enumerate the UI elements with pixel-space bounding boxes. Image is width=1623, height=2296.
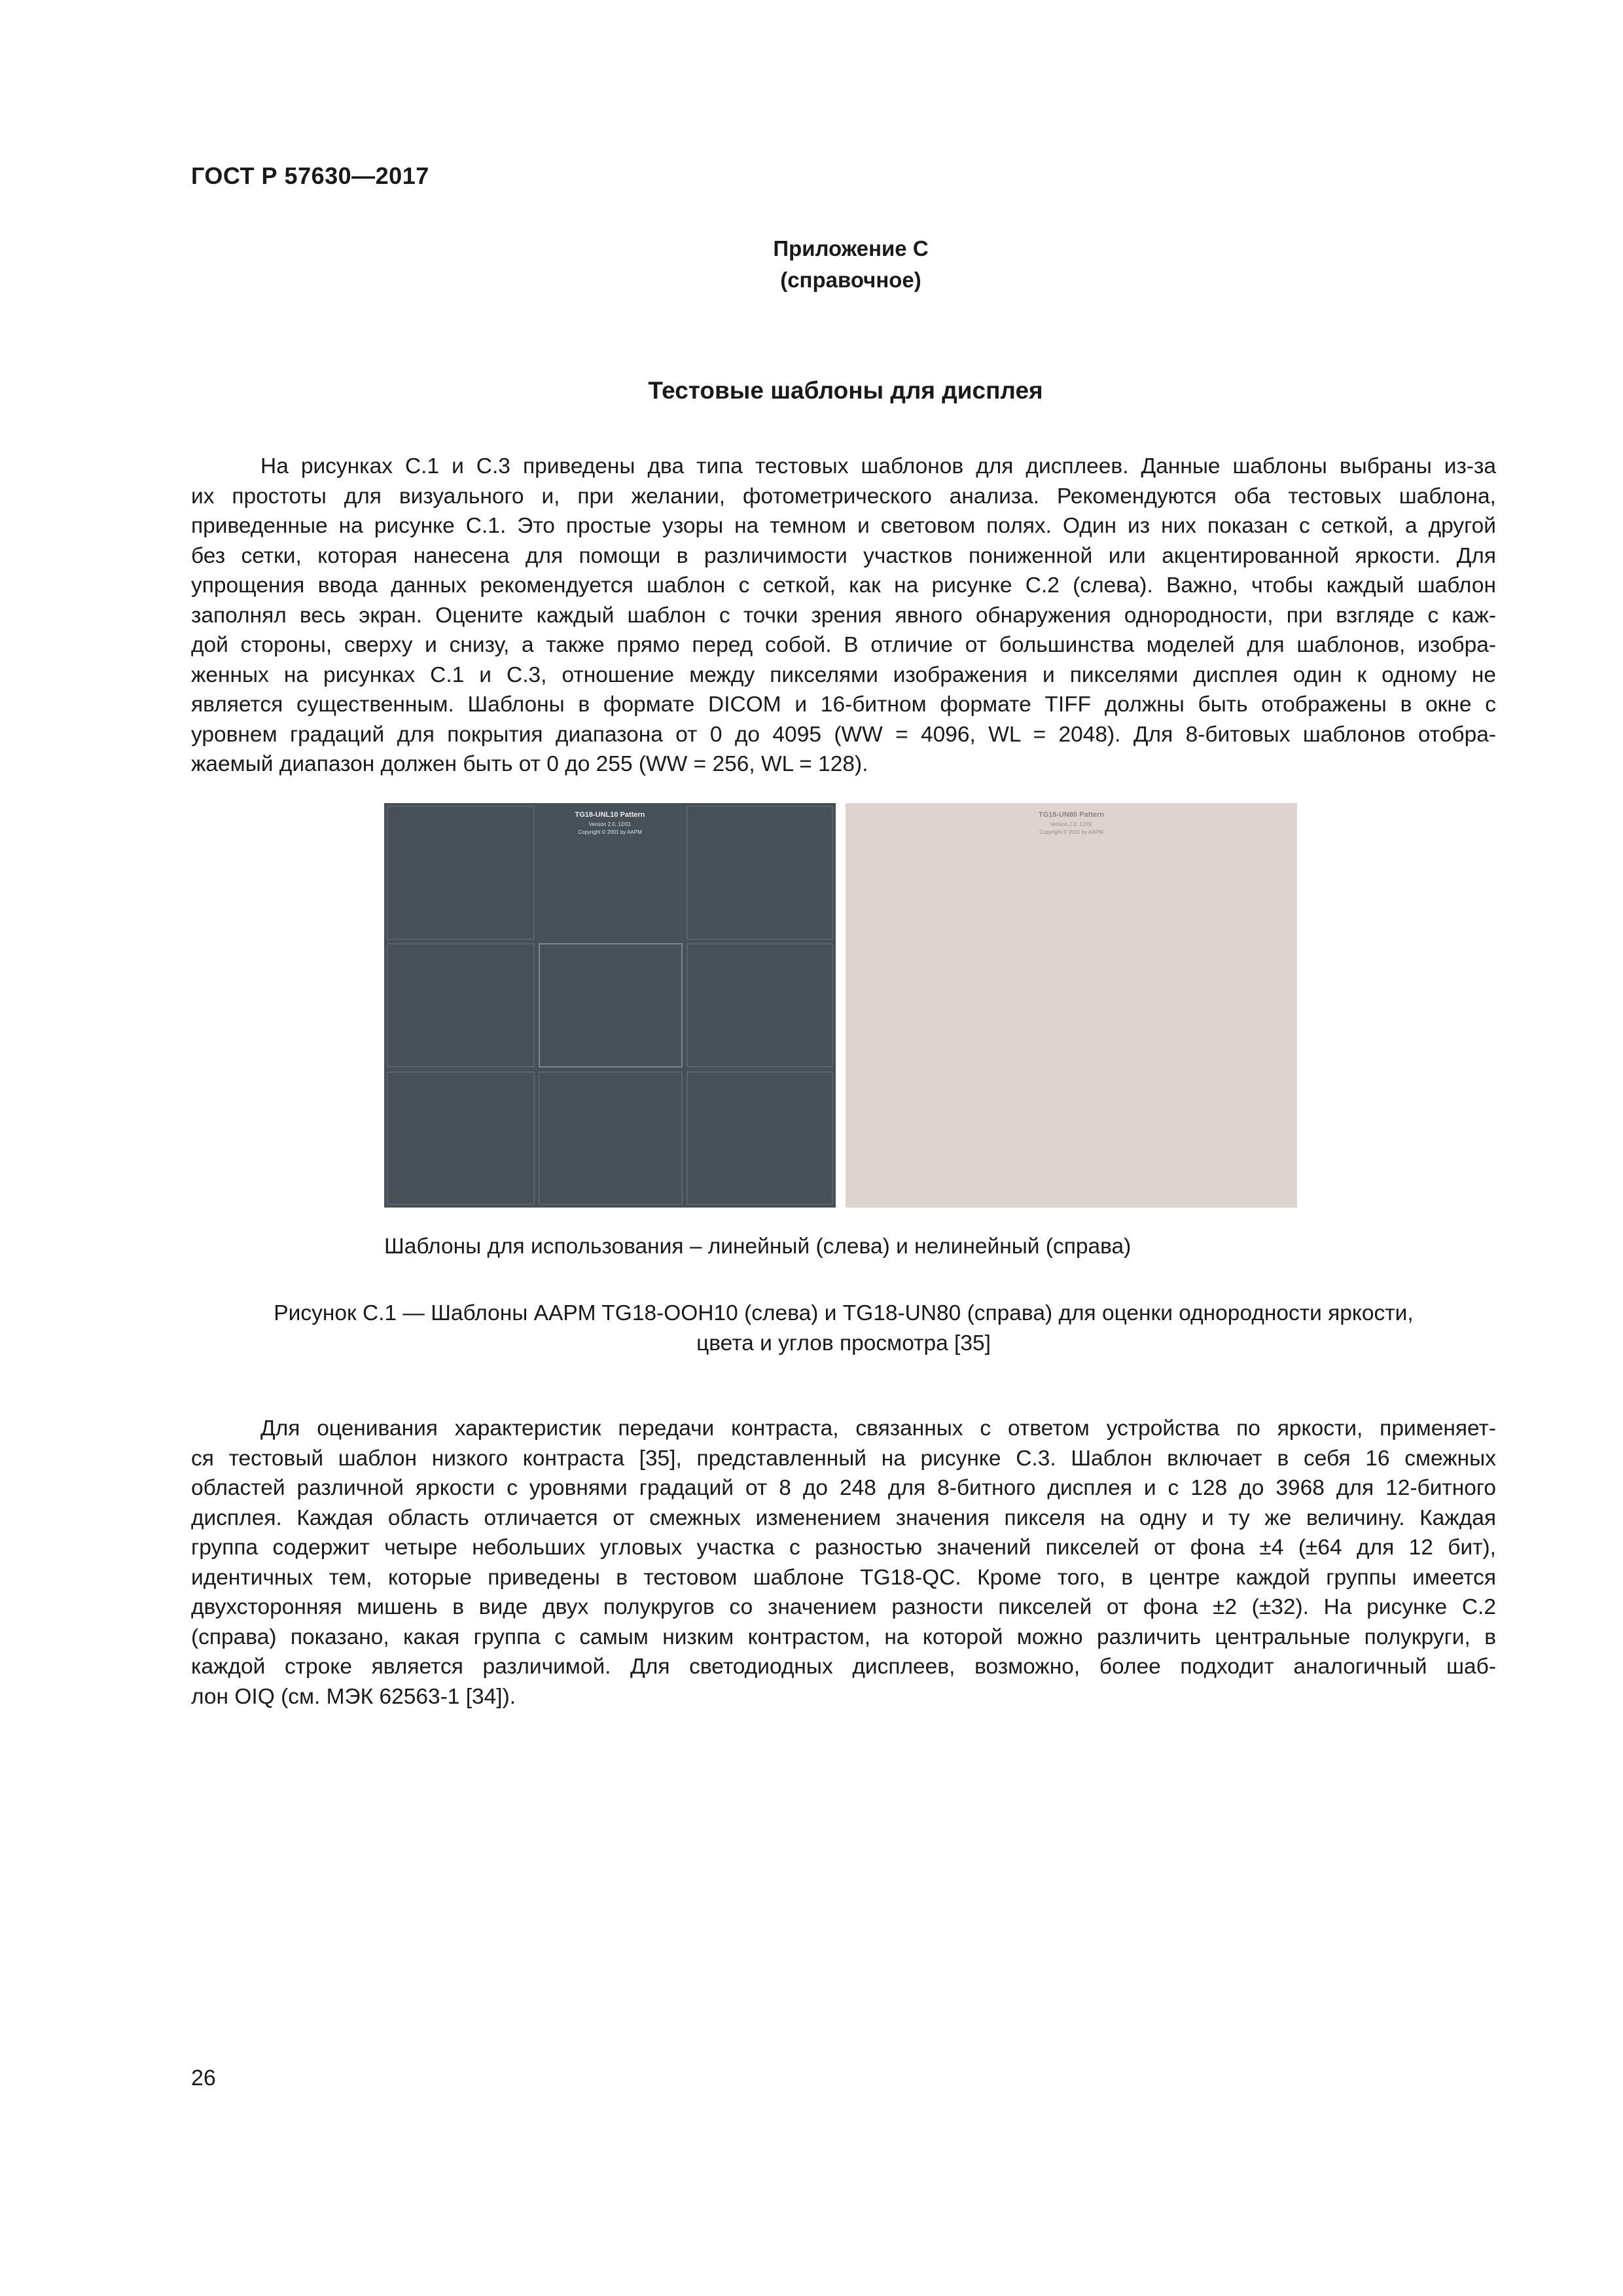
document-header: ГОСТ Р 57630—2017 (191, 162, 429, 189)
paragraph-line: (справа) показано, какая группа с самым низким контрастом, на которой можно различить центральные полукруги, в (191, 1624, 1496, 1649)
pattern-copyright: Copyright © 2001 by AAPM (578, 829, 642, 835)
paragraph-line: уровнем градаций для покрытия диапазона от 0 до 4095 (WW = 4096, WL = 2048). Для 8-битовых шаблонов отобра- (191, 722, 1496, 747)
figure-subcaption: Шаблоны для использования – линейный (слева) и нелинейный (справа) (384, 1234, 1132, 1259)
paragraph-line: их простоты для визуального и, при желании, фотометрического анализа. Рекомендуются оба тестовых шаблона, (191, 484, 1496, 509)
paragraph-line: каждой строке является различимой. Для светодиодных дисплеев, возможно, более подходит аналогичный шаб- (191, 1655, 1496, 1679)
paragraph-line: упрощения ввода данных рекомендуется шаблон с сеткой, как на рисунке С.2 (слева). Важно, чтобы каждый шаблон (191, 573, 1496, 598)
grid-tile-center (539, 943, 683, 1067)
caption-line: Рисунок С.1 — Шаблоны AAPM TG18-OOH10 (слева) и TG18-UN80 (справа) для оценки однородности яркости, (274, 1301, 1414, 1325)
pattern-title: TG18-UNL10 Pattern (575, 811, 645, 819)
paragraph-intro (191, 452, 1496, 780)
paragraph-line: Для оценивания характеристик передачи контраста, связанных с ответом устройства по яркости, применяет- (260, 1416, 1496, 1441)
paragraph-line: дисплея. Каждая область отличается от смежных изменением значения пикселя на одну и ту же величину. Каждая (191, 1505, 1496, 1530)
paragraph-line: лон OIQ (см. МЭК 62563-1 [34]). (191, 1684, 516, 1709)
section-title: Тестовые шаблоны для дисплея (648, 377, 1043, 404)
pattern-title: TG18-UN80 Pattern (1038, 811, 1105, 819)
paragraph-line: заполнял весь экран. Оцените каждый шаблон с точки зрения явного обнаружения однородности, при взгляде с каж- (191, 603, 1496, 628)
paragraph-line: ся тестовый шаблон низкого контраста [35], представленный на рисунке С.3. Шаблон включает в себя 16 смежных (191, 1446, 1496, 1471)
nonlinear-pattern-image (846, 803, 1297, 1208)
grid-tile (687, 1071, 833, 1205)
grid-tile (687, 943, 833, 1067)
paragraph-line: дой стороны, сверху и снизу, а также прямо перед собой. В отличие от большинства моделей для шаблонов, изобра- (191, 633, 1496, 657)
paragraph-line: жаемый диапазон должен быть от 0 до 255 (WW = 256, WL = 128). (191, 752, 868, 776)
appendix-heading (589, 233, 1113, 296)
linear-pattern-image (384, 803, 836, 1208)
paragraph-line: На рисунках С.1 и С.3 приведены два типа тестовых шаблонов для дисплеев. Данные шаблоны выбраны из-за (260, 454, 1496, 478)
figure-caption (191, 1299, 1496, 1359)
paragraph-contrast (191, 1414, 1496, 1712)
caption-line: цвета и углов просмотра [35] (696, 1331, 991, 1355)
paragraph-line: женных на рисунках С.1 и С.3, отношение между пикселями изображения и пикселями дисплея один к одному не (191, 662, 1496, 687)
grid-tile (387, 943, 535, 1067)
paragraph-line: идентичных тем, которые приведены в тестовом шаблоне TG18-QC. Кроме того, в центре каждой группы имеется (191, 1565, 1496, 1590)
page-number: 26 (191, 2066, 216, 2090)
appendix-type: (справочное) (780, 268, 921, 292)
pattern-copyright: Copyright © 2001 by AAPM (1039, 829, 1103, 835)
grid-tile (387, 1071, 535, 1205)
paragraph-line: приведенные на рисунке С.1. Это простые узоры на темном и световом полях. Один из них показан с сеткой, а другой (191, 514, 1496, 538)
grid-tile (539, 1071, 683, 1205)
paragraph-line: областей различной яркости с уровнями градаций от 8 до 248 для 8-битного дисплея и с 128 до 3968 для 12-битного (191, 1476, 1496, 1500)
appendix-title: Приложение С (773, 236, 929, 260)
paragraph-line: без сетки, которая нанесена для помощи в различимости участков пониженной или акцентированной яркости. Для (191, 543, 1496, 568)
paragraph-line: группа содержит четыре небольших угловых участка с разностью значений пикселей от фона ±4 (±64 для 12 бит), (191, 1535, 1496, 1560)
paragraph-line: двухсторонняя мишень в виде двух полукругов со значением разности пикселей от фона ±2 (±32). На рисунке С.2 (191, 1595, 1496, 1619)
pattern-version: Version 2.0, 12/01 (588, 821, 632, 827)
pattern-version: Version 2.0, 12/01 (1050, 821, 1093, 827)
paragraph-line: является существенным. Шаблоны в формате DICOM и 16-битном формате TIFF должны быть отображены в окне с (191, 692, 1496, 717)
